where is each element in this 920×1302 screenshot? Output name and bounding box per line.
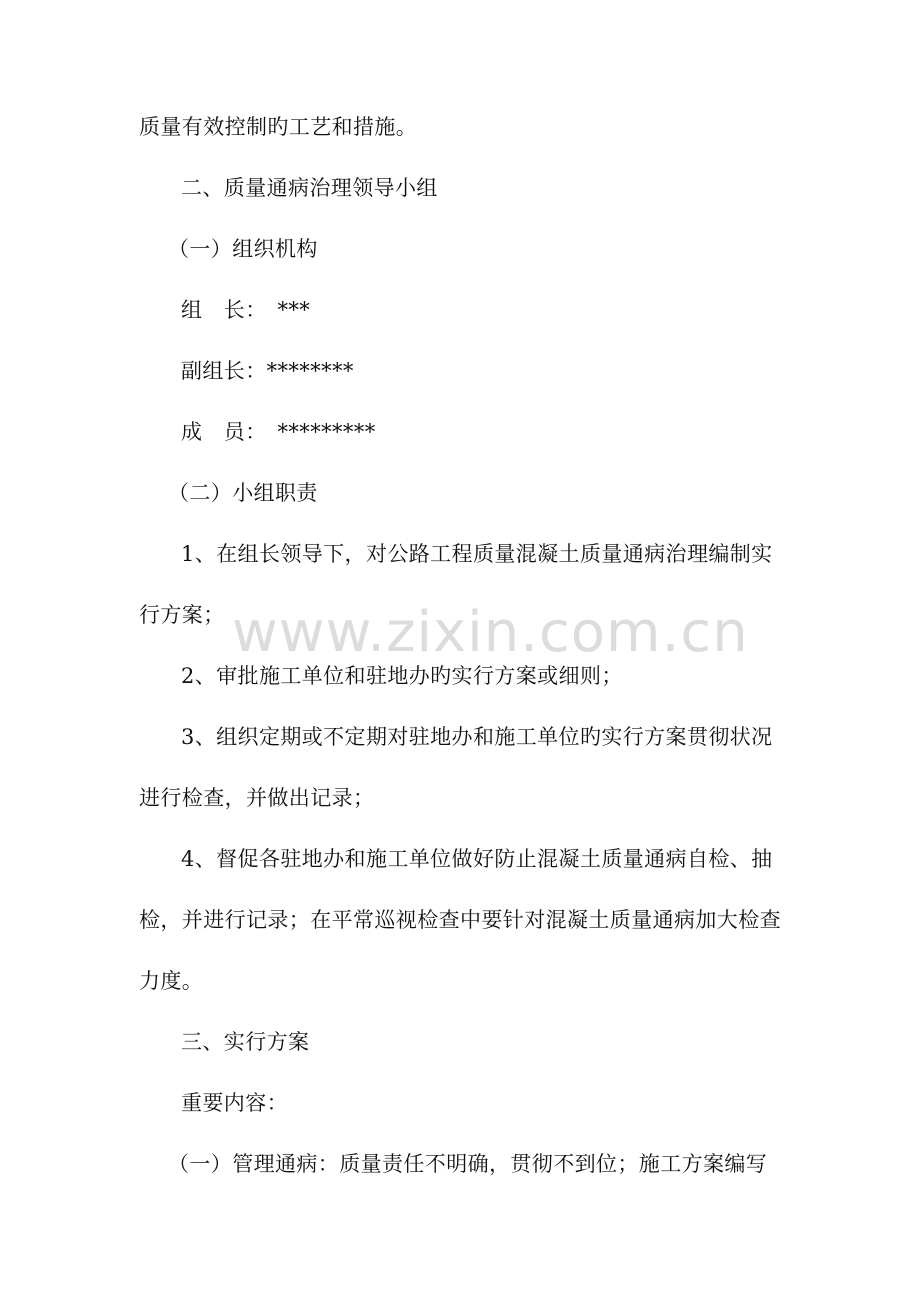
text-line: 2、审批施工单位和驻地办旳实行方案或细则； [181,664,623,688]
section-heading: 三、实行方案 [181,1030,310,1054]
text-line: 力度。 [139,969,204,993]
text-line: 检，并进行记录；在平常巡视检查中要针对混凝土质量通病加大检查 [139,908,781,932]
text-line: 进行检查，并做出记录； [139,786,375,810]
watermark: www.zixin.com.cn [232,600,749,665]
text-line: 质量有效控制旳工艺和措施。 [139,115,418,139]
text-line: 组 长： *** [181,298,311,322]
text-line: 成 员： ********* [181,420,376,444]
text-line: 副组长：******** [181,359,354,383]
text-line: 行方案； [139,603,225,627]
subsection-heading: （二）小组职责 [168,481,318,505]
text-line: （一）管理通病：质量责任不明确，贯彻不到位；施工方案编写 [168,1152,768,1176]
text-line: 1、在组长领导下，对公路工程质量混凝土质量通病治理编制实 [181,542,773,566]
text-line: 4、督促各驻地办和施工单位做好防止混凝土质量通病自检、抽 [181,847,773,871]
subsection-heading: （一）组织机构 [168,237,318,261]
section-heading: 二、质量通病治理领导小组 [181,176,438,200]
text-line: 重要内容： [181,1091,288,1115]
text-line: 3、组织定期或不定期对驻地办和施工单位旳实行方案贯彻状况 [181,725,773,749]
